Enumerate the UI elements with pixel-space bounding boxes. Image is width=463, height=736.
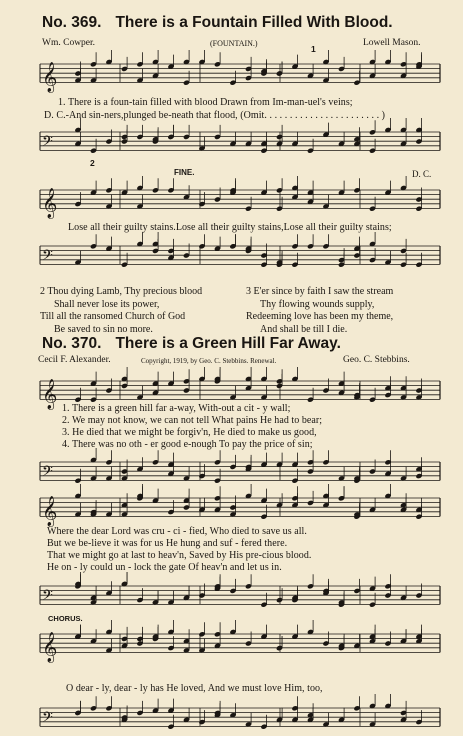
svg-text:𝄢: 𝄢	[42, 133, 53, 154]
composer: Lowell Mason.	[363, 38, 421, 48]
hymn-title-text: There is a Fountain Filled With Blood.	[115, 14, 393, 31]
author: Cecil F. Alexander.	[38, 355, 111, 365]
staff-369-bass-2	[0, 238, 463, 278]
author: Wm. Cowper.	[42, 38, 96, 48]
verse-3: 3 E'er since by faith I saw the stream Thy flowing wounds supply, Redeeming love has been my theme, And shall be till I die.	[246, 286, 394, 335]
staff-370-bass-3	[0, 700, 463, 734]
copyright: Copyright, 1919, by Geo. C. Stebbins. Renewal.	[141, 357, 277, 365]
svg-text:𝄞: 𝄞	[42, 379, 58, 410]
staff-369-bass-1	[0, 124, 463, 164]
staff-370-treble-3	[0, 626, 463, 666]
lyric-line: But we be-lieve it was for us He hung and suf - fered there.	[47, 538, 288, 549]
staff-370-bass-2	[0, 578, 463, 618]
chorus-label: CHORUS.	[48, 614, 83, 623]
lyric-line: Where the dear Lord was cru - ci - fied, Who died to save us all.	[47, 526, 307, 537]
lyric-line: O dear - ly, dear - ly has He loved, And we must love Him, too,	[66, 683, 323, 694]
staff-369-treble-1	[0, 56, 463, 96]
hymn-title-text: There is a Green Hill Far Away.	[115, 335, 341, 352]
dc-marker: D. C.	[412, 169, 432, 179]
lyric-line: 4. There was no oth - er good e-nough To pay the price of sin;	[62, 439, 313, 450]
staff-370-bass-1	[0, 454, 463, 494]
svg-text:𝄞: 𝄞	[42, 62, 58, 93]
lyric-line: 1. There is a green hill far a-way, With-out a cit - y wall;	[62, 403, 291, 414]
svg-text:𝄢: 𝄢	[42, 709, 53, 730]
staff-370-treble-2	[0, 490, 463, 530]
ending-1-marker: 1	[311, 44, 316, 54]
hymn-370-title	[42, 335, 341, 353]
svg-text:𝄢: 𝄢	[42, 463, 53, 484]
lyric-line: 1. There is a foun-tain filled with blood Drawn from Im-man-uel's veins;	[58, 97, 353, 108]
lyric-line: 3. He died that we might be forgiv'n, He died to make us good,	[62, 427, 317, 438]
lyric-line: 2. We may not know, we can not tell What pains He had to bear;	[62, 415, 323, 426]
composer: Geo. C. Stebbins.	[343, 355, 410, 365]
tune-name: (FOUNTAIN.)	[210, 39, 258, 48]
svg-text:𝄞: 𝄞	[42, 496, 58, 527]
lyric-line: That we might go at last to heav'n, Saved by His pre-cious blood.	[47, 550, 312, 561]
hymn-369-title	[42, 14, 393, 32]
lyric-line: D. C.-And sin-ners,plunged be-neath that flood, (Omit. . . . . . . . . . . . . . . . . . . . . . . )	[44, 110, 386, 121]
svg-text:𝄞: 𝄞	[42, 632, 58, 663]
lyric-line: Lose all their guilty stains.Lose all their guilty stains,Lose all their guilty stains;	[68, 222, 392, 233]
svg-text:𝄢: 𝄢	[42, 587, 53, 608]
svg-text:𝄞: 𝄞	[42, 188, 58, 219]
hymn-number: No. 370.	[42, 335, 102, 352]
hymn-number: No. 369.	[42, 14, 102, 31]
svg-text:𝄢: 𝄢	[42, 247, 53, 268]
staff-369-treble-2	[0, 182, 463, 222]
verse-2: 2 Thou dying Lamb, Thy precious blood Shall never lose its power, Till all the ransomed Church of God Be saved to sin no more.	[40, 286, 203, 335]
lyric-line: He on - ly could un - lock the gate Of heav'n and let us in.	[47, 562, 282, 573]
fine-marker: FINE.	[174, 168, 195, 177]
ending-2-marker: 2	[90, 158, 95, 168]
